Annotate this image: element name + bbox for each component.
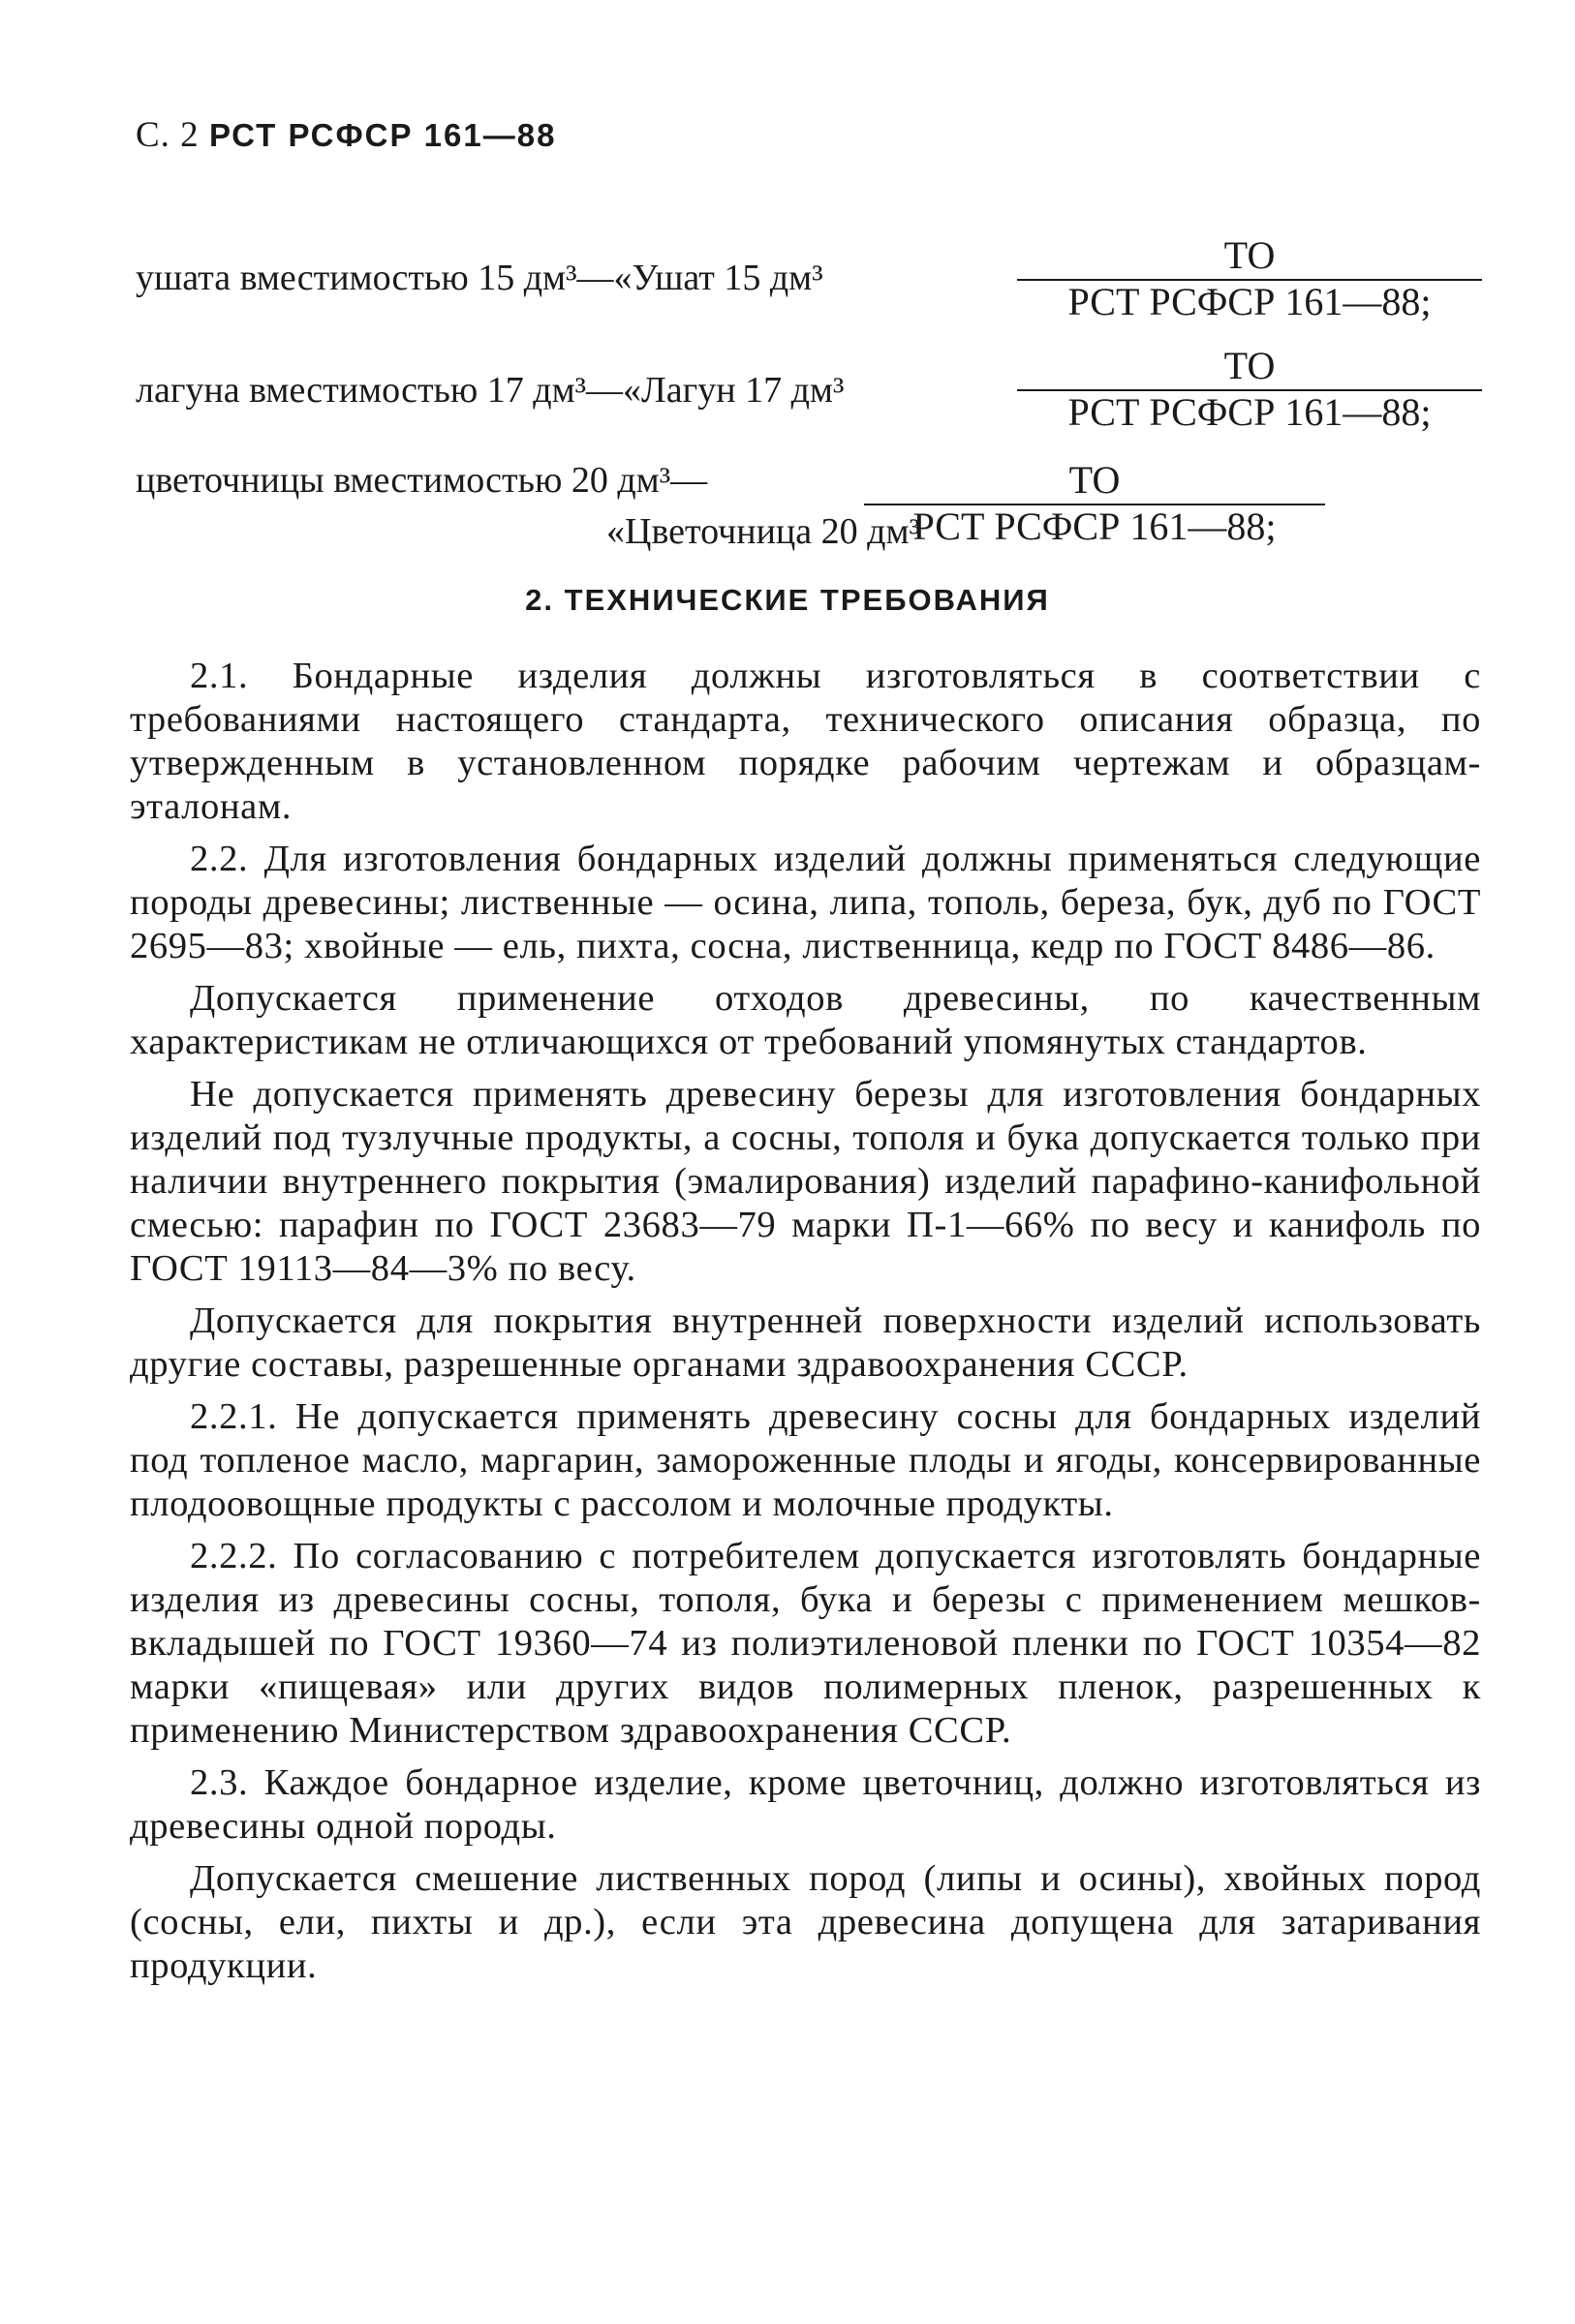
fraction-denominator: РСТ РСФСР 161—88; [1067, 280, 1432, 323]
paragraph: Допускается для покрытия внутренней поверхности изделий использовать другие составы, разрешенные органами здравоохранения СССР. [130, 1300, 1481, 1385]
designation-fraction [1017, 233, 1482, 323]
designation-line: лагуна вместимостью 17 дм³—«Лагун 17 дм³ [136, 370, 845, 411]
fraction-numerator: ТО [1017, 236, 1482, 281]
page-number: С. 2 [136, 115, 200, 155]
paragraph: Допускается смешение лиственных пород (липы и осины), хвойных пород (сосны, ели, пихты и др.), если эта древесина допущена для затаривания продукции. [130, 1858, 1481, 1986]
fraction-numerator: ТО [1017, 347, 1482, 391]
section-title: 2. ТЕХНИЧЕСКИЕ ТРЕБОВАНИЯ [525, 583, 1050, 617]
designation-line: «Цветочница 20 дм³ [606, 511, 920, 552]
fraction-denominator: РСТ РСФСР 161—88; [1067, 390, 1432, 434]
paragraph: Допускается применение отходов древесины, по качественным характеристикам не отличающихся от требований упомянутых стандартов. [130, 978, 1481, 1062]
fraction-numerator: ТО [864, 461, 1325, 505]
page-header [136, 114, 556, 156]
fraction-denominator: РСТ РСФСР 161—88; [912, 505, 1277, 548]
designation-fraction [1017, 344, 1482, 434]
paragraph: 2.3. Каждое бондарное изделие, кроме цветочниц, должно изготовляться из древесины одной породы. [130, 1762, 1481, 1847]
paragraph: 2.2.2. По согласованию с потребителем допускается изготовлять бондарные изделия из древесины сосны, тополя, бука и березы с применением мешков-вкладышей по ГОСТ 19360—74 из полиэтиленовой пленки по ГОСТ 10354—82 марки «пищевая» или других видов полимерных пленок, разрешенных к применению Министерством здравоохранения СССР. [130, 1536, 1481, 1751]
standard-designation: РСТ РСФСР 161—88 [208, 117, 557, 153]
designation-line: цветочницы вместимостью 20 дм³— [136, 460, 708, 501]
designation-line: ушата вместимостью 15 дм³—«Ушат 15 дм³ [136, 258, 823, 298]
paragraph: Не допускается применять древесину березы для изготовления бондарных изделий под тузлучные продукты, а сосны, тополя и бука допускается только при наличии внутреннего покрытия (эмалирования) изделий парафино-канифольной смесью: парафин по ГОСТ 23683—79 марки П-1—66% по весу и канифоль по ГОСТ 19113—84—3% по весу. [130, 1074, 1481, 1289]
body-text [130, 655, 1481, 1997]
paragraph: 2.2.1. Не допускается применять древесину сосны для бондарных изделий под топленое масло, маргарин, замороженные плоды и ягоды, консервированные плодоовощные продукты с рассолом и молочные продукты. [130, 1396, 1481, 1524]
designation-fraction [864, 458, 1325, 548]
paragraph: 2.2. Для изготовления бондарных изделий должны применяться следующие породы древесины; лиственные — осина, липа, тополь, береза, бук, дуб по ГОСТ 2695—83; хвойные — ель, пихта, сосна, лиственница, кедр по ГОСТ 8486—86. [130, 839, 1481, 966]
paragraph: 2.1. Бондарные изделия должны изготовляться в соответствии с требованиями настоящего стандарта, технического описания образца, по утвержденным в установленном порядке рабочим чертежам и образцам-эталонам. [130, 656, 1481, 827]
